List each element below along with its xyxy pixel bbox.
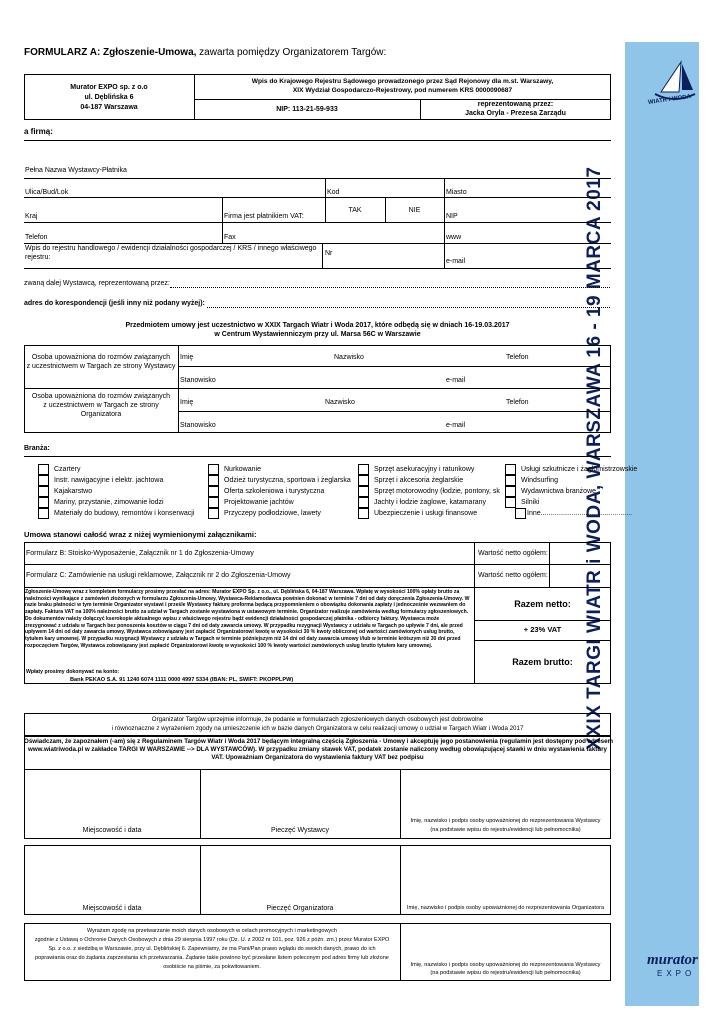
exhibitor-email: e-mail — [446, 377, 466, 384]
firm-registry-label-1: Wpis do rejestru handlowego / ewidencji działalności gospodarczej / KRS / innego właściwego — [25, 245, 317, 252]
branza-item: Sprzęt motorowodny (łodzie, pontony, sk — [374, 488, 500, 495]
exhibitor-first-name: Imię — [180, 354, 194, 361]
branza-item: Czartery — [54, 466, 81, 473]
attachment-form-c: Formularz C: Zamówienie na usługi reklamowe, Załącznik nr 2 do Zgłoszenia-Umowy — [26, 572, 291, 579]
organizer-krs-1: Wpis do Krajowego Rejestru Sądowego prowadzonego przez Sąd Rejonowy dla m.st. Warszawy, — [251, 78, 554, 85]
subject-line-2: w Centrum Wystawienniczym przy ul. Marsa 56C w Warszawie — [214, 331, 421, 338]
branza-checkbox[interactable] — [505, 464, 516, 475]
branza-checkbox[interactable] — [38, 486, 49, 497]
consent-line-3: Sp. z o.o. z siedzibą w Warszawie, przy ul. Dęblińskiej 6. Zapewniamy, że ma Pani/Pan prawo wglądu do swoich danych, prawo do ich — [48, 946, 376, 952]
firm-city-label: Miasto — [446, 189, 467, 196]
branza-item: Ubezpieczenie i usługi finansowe — [374, 510, 478, 517]
branza-item: Nurkowanie — [224, 466, 261, 473]
firm-email-label: e-mail — [446, 258, 466, 265]
organizer-email: e-mail — [446, 422, 466, 429]
firm-www-label: www — [446, 234, 462, 241]
form-heading — [24, 47, 386, 59]
consent-line-2: zgodnie z Ustawą o Ochronie Danych Osobowych z dnia 29 sierpnia 1997 roku (Dz. U. z 2002 nr 101, poz. 926 z późn. zm.) przez Murator EXPO — [34, 937, 390, 943]
organizer-name: Murator EXPO sp. z o.o — [70, 84, 148, 91]
exhibitor-phone: Telefon — [506, 354, 529, 361]
vat-label: + 23% VAT — [523, 625, 562, 634]
branza-checkbox[interactable] — [38, 497, 49, 508]
branza-checkbox[interactable] — [505, 497, 516, 508]
firm-nip-label: NIP — [446, 213, 458, 220]
consent-signature-1: Imię, nazwisko i podpis osoby upoważnionej do rezprezentowania Wystawcy — [410, 962, 601, 968]
bank-account: Bank PEKAO S.A. 91 1240 6074 1111 0000 4997 5334 (IBAN: PL, SWIFT: PKOPPLPW) — [70, 677, 294, 683]
payment-line: Wpłaty prosimy dokonywać na konto: — [26, 669, 120, 675]
branza-checkbox[interactable] — [208, 475, 219, 486]
branza-checkbox[interactable] — [358, 464, 369, 475]
exhibitor-last-name: Nazwisko — [334, 354, 364, 361]
branza-label: Branża: — [24, 445, 50, 452]
organizer-first-name: Imię — [180, 399, 194, 406]
net-total-label: Razem netto: — [514, 599, 571, 609]
organizer-rep-label: reprezentowaną przez: — [477, 101, 554, 108]
branza-checkbox[interactable] — [208, 508, 219, 519]
branza-checkbox[interactable] — [208, 464, 219, 475]
exhibitor-position: Stanowisko — [180, 377, 216, 384]
branza-item: Silniki — [521, 499, 540, 506]
exhibitor-place-date: Miejscowość i data — [82, 827, 142, 834]
consent-signature-2: (na podstawie wpisu do rejestru/ewidencji lub pełnomocnika) — [430, 970, 581, 976]
branza-item: Materiały do budowy, remontów i konserwacji — [54, 510, 195, 517]
branza-checkbox[interactable] — [358, 508, 369, 519]
exhibitor-signature-2: (na podstawie wpisu do rejestru/ewidencji lub pełnomocnika) — [430, 827, 581, 833]
form-heading-rest: zawarta pomiędzy Organizatorem Targów: — [196, 47, 387, 58]
branza-item: Projektowanie jachtów — [224, 499, 294, 506]
firm-country-label: Kraj — [25, 213, 38, 220]
firm-full-name-label: Pełna Nazwa Wystawcy-Płatnika — [25, 167, 127, 174]
gdpr-info-line-1: Organizator Targów uprzejmie informuje, że podanie w formularzach zgłoszeniowych danych osobowych jest dobrowolne — [151, 716, 484, 723]
branza-checkbox[interactable] — [38, 508, 49, 519]
consent-line-1: Wyrażam zgodę na przetwarzanie moich danych osobowych w celach promocyjnych i marketingowych — [86, 928, 337, 934]
firm-registry-label-2: rejestru: — [25, 254, 51, 261]
branza-item: Wydawnictwa branżowe — [521, 488, 597, 495]
wiatr-i-woda-logo-text: WIATR i WODA — [647, 94, 692, 106]
exhibitor-contact-label-2: z uczestnictwem w Targach ze strony Wystawcy — [26, 363, 176, 370]
firm-street-label: Ulica/Bud/Lok — [25, 189, 69, 196]
branza-item: Jachty i łodzie żaglowe, katamarany — [374, 499, 487, 506]
terms-text: Zgłoszenie-Umowę wraz z kompletem formularzy prosimy przesłać na adres: Murator EXPO Sp. z o.o., ul. Dęblińska 6, 04-187 Warszawa. Wpłatę w wysokości 100% opłaty brutto za należności wynikające z zamówień złożonych w formularzu Zgłoszenia-Umowy, Wystawca-Reklamodawca powinien dokonać w terminie 7 dni od daty doręczenia Zgłoszenia-Umowy. W razie braku płatności w tym terminie Organizator wystawi i prześle Wystawcy fakturę proforma będącą przypomnieniem o obowiązku dokonania zapłaty i jednocześnie wezwaniem do zapłaty. Faktura VAT na 100% należności brutto za udział w Targach zostanie wystawiona w ustawowym terminie. Organizator realizuje zamówienia według formularzy zgłoszeniowych. Do dokumentów należy dołączyć kserokopie aktualnego wpisu z właściwego rejestru bądź ewidencji działalności gospodarczej płatnika - odbiorcy faktury. Wystawca może zrezygnować z udziału w Targach bez ponoszenia kosztów w ciągu 7 dni od daty zawarcia umowy. W przypadku rezygnacji Wystawcy z udziału w Targach po upływie 7 dni, ale przed upływem 14 dni od daty zawarcia umowy, Wystawca zobowiązany jest zapłacić Organizatorowi kwotę w wysokości 30 % kwoty obliczonej od wartości zamówionych usług brutto, tytułem kary umownej. W przypadku rezygnacji Wystawcy z udziału w Targach w terminie późniejszym niż 14 dni od daty zawarcia umowy i/lub w terminie krótszym niż 30 dni przed rozpoczęciem Targów, Wystawca zobowiązany jest zapłacić Organizatorowi kwotę w wysokości 100 % kwoty wartości zamówionych usług brutto tytułem kary umownej. — [25, 589, 470, 649]
branza-checkbox[interactable] — [358, 475, 369, 486]
organizer-position: Stanowisko — [180, 422, 216, 429]
organizer-contact-label-1: Osoba upoważniona do rozmów związanych — [31, 393, 171, 400]
firm-fax-label: Fax — [224, 234, 236, 241]
declaration-line-3: VAT. Upoważniam Organizatora do wystawienia faktury VAT bez podpisu — [211, 754, 424, 761]
organizer-krs-2: XIX Wydział Gospodarczo-Rejestrowy, pod numerem KRS 0000090687 — [292, 87, 513, 94]
organizer-contact-label-2: z uczestnictwem w Targach ze strony — [43, 402, 159, 409]
branza-checkbox[interactable] — [358, 497, 369, 508]
form-b-net-value-label: Wartość netto ogółem: — [478, 550, 548, 557]
firm-vat-yes[interactable]: TAK — [348, 207, 362, 214]
branza-item: Windsurfing — [521, 477, 558, 484]
branza-checkbox[interactable] — [505, 486, 516, 497]
branza-item: Kajakarstwo — [54, 488, 93, 495]
gross-total-label: Razem brutto: — [512, 657, 573, 667]
organizer-contact-label-3: Organizatora — [80, 411, 122, 418]
organizer-rep-name: Jacka Oryla - Prezesa Zarządu — [465, 110, 566, 117]
branza-checkbox[interactable] — [358, 486, 369, 497]
form-c-net-value-label: Wartość netto ogółem: — [478, 572, 548, 579]
branza-checkbox[interactable] — [38, 475, 49, 486]
consent-line-4: poprawiania oraz do żądania zaprzestania ich przetwarzania. Żądanie takie powinno być przesłane listem poleconym pod adres firmy lub złożone — [35, 955, 389, 961]
organizer-signature: Imię, nazwisko i podpis osoby upoważnionej do rezprezentowania Organizatora — [406, 905, 605, 911]
firm-represented-by-label: zwaną dalej Wystawcą, reprezentowaną przez: — [24, 280, 170, 287]
sidebar-band — [625, 42, 699, 1006]
firm-vat-payer-label: Firma jest płatnikiem VAT: — [224, 213, 304, 220]
firm-code-label: Kod — [327, 189, 340, 196]
form-heading-bold: FORMULARZ A: Zgłoszenie-Umowa, — [24, 47, 197, 58]
organizer-place-date: Miejscowość i data — [82, 905, 142, 912]
branza-item: Instr. nawigacyjne i elektr. jachtowa — [54, 477, 164, 484]
branza-checkbox[interactable] — [208, 486, 219, 497]
firm-vat-no[interactable]: NIE — [408, 207, 421, 214]
subject-line-1: Przedmiotem umowy jest uczestnictwo w XXIX Targach Wiatr i Woda 2017, które odbędą się w dniach 16-19.03.2017 — [125, 322, 510, 329]
exhibitor-stamp: Pieczęć Wystawcy — [271, 827, 329, 834]
firm-label: a firmą: — [24, 127, 53, 136]
organizer-nip: NIP: 113-21-59-933 — [276, 106, 338, 113]
branza-checkbox[interactable] — [515, 508, 526, 519]
exhibitor-signature-1: Imię, nazwisko i podpis osoby upoważnionej do rezprezentowania Wystawcy — [410, 818, 601, 824]
branza-checkbox[interactable] — [208, 497, 219, 508]
declaration-line-2: www.wiatriwoda.pl w zakładce TARGI W WARSZAWIE --> DLA WYSTAWCÓW). W przypadku zmiany stawek VAT, podatek zostanie naliczony według obowiązującej stawki w dniu wystawienia faktury — [28, 746, 607, 753]
branza-item: Oferta szkoleniowa i turystyczna — [224, 488, 325, 495]
organizer-stamp: Pieczęć Organizatora — [266, 905, 334, 912]
consent-line-5: osobiście na piśmie, za pokwitowaniem. — [163, 964, 261, 970]
correspondence-address-label: adres do korespondencji (jeśli inny niż podany wyżej): — [24, 300, 205, 307]
branza-item: Inne............................................... — [527, 510, 633, 517]
organizer-city: 04-187 Warszawa — [80, 104, 138, 111]
firm-registry-nr-label: Nr — [325, 250, 333, 257]
branza-item: Mariny, przystanie, zimowanie łodzi — [54, 499, 164, 506]
murator-logo-text: murator — [647, 952, 698, 968]
exhibitor-contact-label-1: Osoba upoważniona do rozmów związanych — [31, 354, 171, 361]
expo-logo-text: EXPO — [657, 969, 696, 978]
event-title-vertical: XXIX TARGI WIATR i WODA, WARSZAWA 16 - 19 MARCA 2017 — [584, 166, 605, 750]
organizer-last-name: Nazwisko — [325, 399, 355, 406]
attachment-form-b: Formularz B: Stoisko-Wyposażenie, Załącznik nr 1 do Zgłoszenia-Umowy — [26, 550, 254, 557]
branza-checkbox[interactable] — [505, 475, 516, 486]
declaration-line-1: Oświadczam, że zapoznałem (-am) się z Regulaminem Targów Wiatr i Woda 2017 będącym integralną częścią Zgłoszenia - Umowy i akceptuję jego postanowienia (regulamin jest dostępny pod adresem — [24, 738, 614, 745]
branza-item: Sprzęt asekuracyjny i ratunkowy — [374, 466, 475, 473]
branza-checkbox[interactable] — [38, 464, 49, 475]
branza-item: Odzież turystyczna, sportowa i żeglarska — [224, 477, 351, 484]
branza-item: Sprzęt i akcesoria żeglarskie — [374, 477, 464, 484]
branza-item: Przyczepy podłodziowe, lawety — [224, 510, 321, 517]
attachments-heading: Umowa stanowi całość wraz z niżej wymienionymi załącznikami: — [24, 530, 257, 539]
firm-phone-label: Telefon — [25, 234, 48, 241]
organizer-phone: Telefon — [506, 399, 529, 406]
organizer-street: ul. Dęblińska 6 — [84, 94, 134, 101]
branza-item: Usługi szkutnicze i żaglomistrzowskie — [521, 466, 638, 473]
gdpr-info-line-2: i równoznaczne z wyrażeniem zgody na umieszczenie ich w bazie danych Organizatora w celu realizacji umowy o udział w Targach Wiatr i Woda 2017 — [111, 725, 524, 732]
